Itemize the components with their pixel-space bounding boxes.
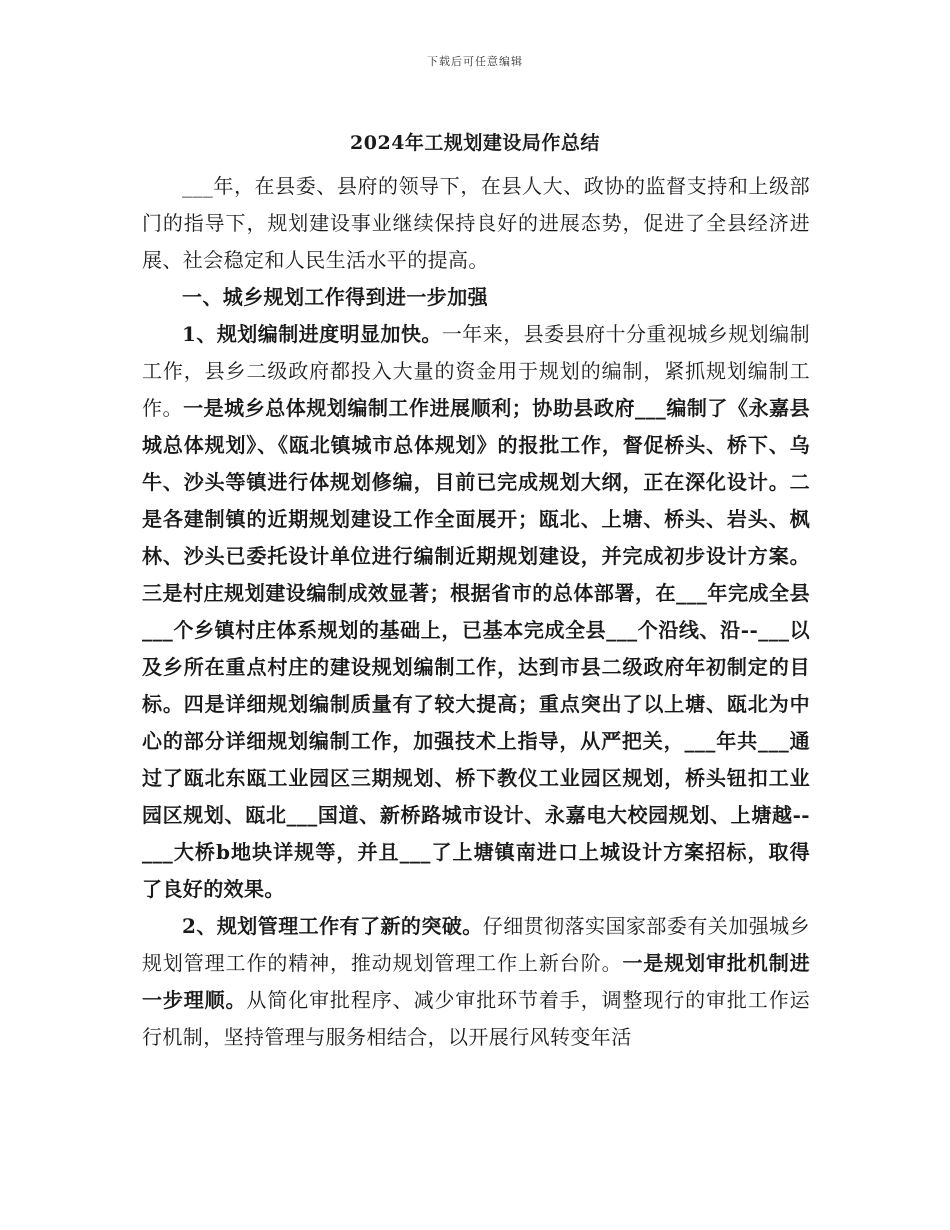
paragraph-text: 从简化审批程序、减少审批环节着手，调整现行的审批工作运行机制，坚持管理与服务相结合，以开展行风转变年活 [142, 988, 810, 1049]
document-title: 2024年工规划建设局作总结 [350, 132, 600, 154]
paragraph-bold-text: 一是城乡总体规划编制工作进展顺利；协助县政府___编制了《永嘉县城总体规划》、《瓯北镇城市总体规划》的报批工作，督促桥头、桥下、乌牛、沙头等镇进行体规划修编，目前已完成规划大纲，正在深化设计。二是各建制镇的近期规划建设工作全面展开；瓯北、上塘、桥头、岩头、枫林、沙头已委托设计单位进行编制近期规划建设，并完成初步设计方案。三是村庄规划建设编制成效显著；根据省市的总体部署，在___年完成全县___个乡镇村庄体系规划的基础上，已基本完成全县___个沿线、沿--___以及乡所在重点村庄的建设规划编制工作，达到市县二级政府年初制定的目标。四是详细规划编制质量有了较大提高；重点突出了以上塘、瓯北为中心的部分详细规划编制工作，加强技术上指导，从严把关，___年共___通过了瓯北东瓯工业园区三期规划、桥下教仪工业园区规划，桥头钮扣工业园区规划、瓯北___国道、新桥路城市设计、永嘉电大校园规划、上塘越--___大桥b地块详规等，并且___了上塘镇南进口上城设计方案招标，取得了良好的效果。 [142, 396, 810, 901]
paragraph-planning-management [142, 908, 810, 1056]
paragraph-lead: 1、规划编制进度明显加快。 [182, 322, 442, 346]
paragraph-bold-text: 一是规划审批机制进一步理顺。 [142, 951, 810, 1012]
paragraph-text: 仔细贯彻落实国家部委有关加强城乡规划管理工作的精神，推动规划管理工作上新台阶。 [142, 914, 811, 975]
paragraph-planning-compilation [142, 316, 810, 908]
page-header-note: 下载后可任意编辑 [427, 55, 523, 68]
intro-paragraph: ___年，在县委、县府的领导下，在县人大、政协的监督支持和上级部门的指导下，规划建设事业继续保持良好的进展态势，促进了全县经济进展、社会稳定和人民生活水平的提高。 [142, 174, 810, 272]
section-heading: 一、城乡规划工作得到进一步加强 [182, 285, 488, 309]
paragraph-lead: 2、规划管理工作有了新的突破。 [182, 914, 483, 938]
document-body [142, 168, 810, 1056]
paragraph-text: 一年来，县委县府十分重视城乡规划编制工作，县乡二级政府都投入大量的资金用于规划的编制，紧抓规划编制工作。 [142, 322, 810, 420]
